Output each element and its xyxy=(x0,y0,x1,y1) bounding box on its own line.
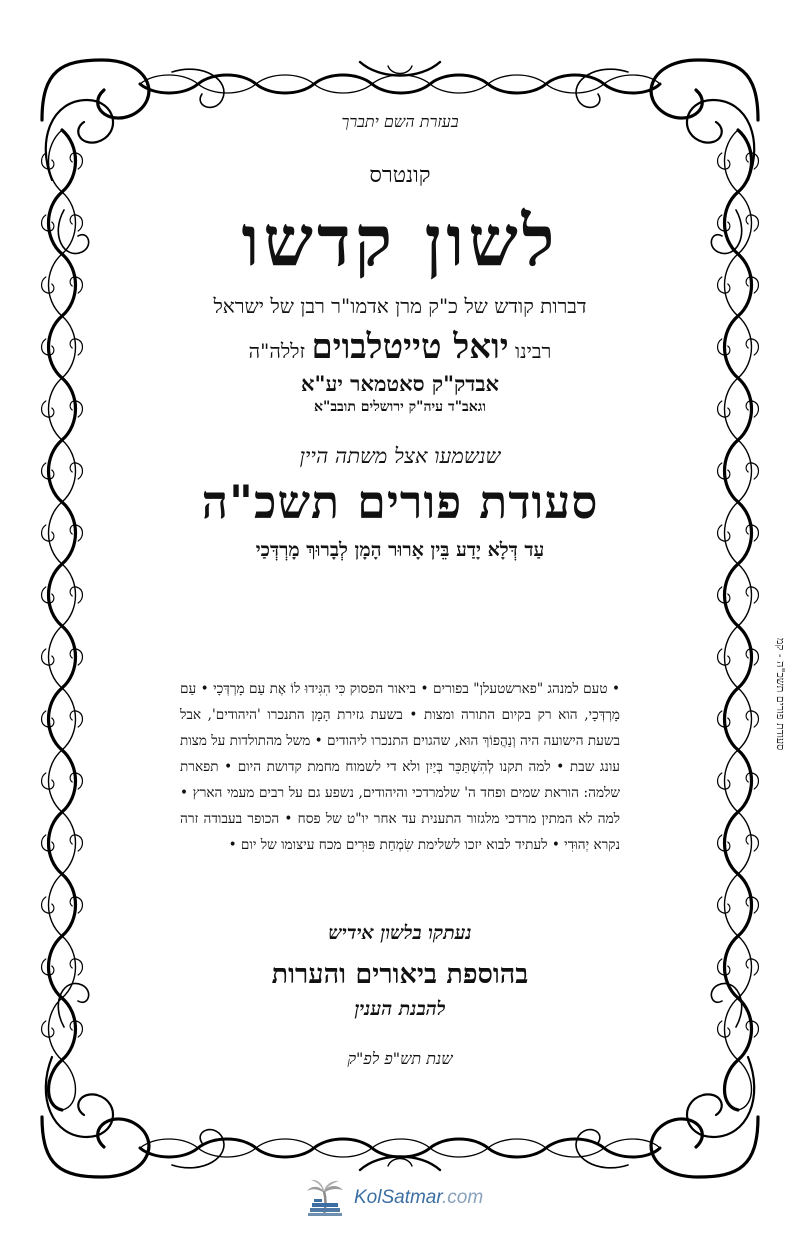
border-flourish xyxy=(746,711,758,727)
year-line: שנת תש"פ לפ"ק xyxy=(347,1049,453,1068)
border-flourish xyxy=(140,1139,660,1157)
border-flourish xyxy=(725,130,752,1110)
border-flourish xyxy=(718,277,730,293)
border-flourish xyxy=(746,215,758,231)
publication-block xyxy=(150,922,650,1069)
border-flourish xyxy=(718,525,730,541)
border-flourish xyxy=(70,339,82,355)
border-flourish xyxy=(651,1117,758,1177)
border-flourish xyxy=(42,773,54,789)
title-block xyxy=(150,108,650,562)
border-flourish xyxy=(42,649,54,665)
border-flourish xyxy=(42,1117,149,1177)
rabbeinu-suffix: זללה"ה xyxy=(248,339,306,363)
border-flourish xyxy=(725,130,752,1110)
border-flourish xyxy=(718,897,730,913)
seudah-title: סעודת פורים תשכ"ה xyxy=(201,475,599,529)
border-flourish xyxy=(42,897,54,913)
border-flourish xyxy=(718,401,730,417)
border-flourish xyxy=(70,959,82,975)
border-flourish xyxy=(42,401,54,417)
border-flourish xyxy=(140,1139,660,1157)
rabbeinu-prefix: רבינו xyxy=(515,339,552,363)
border-flourish xyxy=(718,1021,730,1037)
border-flourish xyxy=(49,130,76,1110)
border-flourish xyxy=(58,210,88,254)
border-flourish xyxy=(49,130,76,1110)
border-flourish xyxy=(651,60,758,120)
border-flourish xyxy=(718,773,730,789)
topics-paragraph: • טעם למנהג "פארשטעלן" בפורים • ביאור הפסוק כִּי הִגִּידוּ לוֹ אֶת עַם מָרְדְּכָי • עַם מָרְדְּכָי, הוא רק בקיום התורה ומצות • בשעת גזירת הָמָן התנכרו 'היהודים', אבל בשעת הישועה היה וְנַהֲפוֹךְ הוּא, שהגוים התנכרו ליהודים • משל מהתולדות על מצות עונג שבת • למה תקנו לְהִשְׁתַּכֵּר בְּיַיִן ולא די לשמוח מחמת קדושת היום • תפארת שלמה: הוראת שמים ופחד ה' שלמרדכי והיהודים, נשפע גם על רבים מעמי הארץ • למה לא המתין מרדכי מלגזור התענית עד אחר יו"ט של פסח • הכופר בעבודה זרה נקרא יְהוּדִי • לעתיד לבוא יזכו לשלימת שִׂמְחַת פּוּרִים מכח עיצומו של יום • xyxy=(180,681,620,853)
av-beis-din-line: אבדק"ק סאטמאר יע"א xyxy=(301,371,499,396)
border-flourish xyxy=(746,959,758,975)
border-flourish xyxy=(746,835,758,851)
border-flourish xyxy=(140,75,660,93)
border-flourish xyxy=(70,835,82,851)
border-flourish xyxy=(576,1130,628,1168)
border-flourish xyxy=(70,463,82,479)
border-flourish xyxy=(718,649,730,665)
border-flourish xyxy=(42,1021,54,1037)
border-flourish xyxy=(42,525,54,541)
border-flourish xyxy=(42,60,149,120)
border-flourish xyxy=(388,1159,412,1167)
side-running-title: סעודת פורים תשכ"ה - קמ xyxy=(774,637,787,750)
translated-line: נעתקו בלשון אידיש xyxy=(328,922,472,944)
rabbeinu-line xyxy=(150,327,650,367)
border-flourish xyxy=(718,153,730,169)
main-title: לשון קדשו xyxy=(241,199,559,282)
logo-text: KolSatmar.com xyxy=(354,1187,484,1208)
border-flourish xyxy=(70,215,82,231)
understanding-line: להבנת הענין xyxy=(354,998,446,1020)
border-flourish xyxy=(140,75,660,93)
border-flourish xyxy=(42,277,54,293)
border-flourish xyxy=(70,711,82,727)
border-flourish xyxy=(388,66,412,74)
palm-tree-books-icon xyxy=(302,1175,348,1221)
rabbeinu-name: יואל טייטלבוים xyxy=(311,327,509,367)
top-blessing: בעזרת השם יתברך xyxy=(341,112,459,131)
kuntres-label: קונטרס xyxy=(369,163,431,188)
border-flourish xyxy=(746,587,758,603)
border-flourish xyxy=(711,983,741,1027)
ad-dlo-yada-line: עַד דְּלָא יָדַע בֵּין אָרוּר הָמָן לְבָרוּךְ מָרְדְּכַי xyxy=(255,539,545,561)
border-flourish xyxy=(746,463,758,479)
border-flourish xyxy=(70,587,82,603)
vegav-line: וגאב"ד עיה"ק ירושלים תובב"א xyxy=(314,399,486,415)
divrei-line: דברות קודש של כ"ק מרן אדמו"ר רבן של ישראל xyxy=(213,294,587,318)
additions-line: בהוספת ביאורים והערות xyxy=(271,959,529,990)
shenishmu-line: שנשמעו אצל משתה היין xyxy=(299,444,501,468)
border-flourish xyxy=(746,339,758,355)
kolsatmar-logo[interactable] xyxy=(302,1175,483,1221)
